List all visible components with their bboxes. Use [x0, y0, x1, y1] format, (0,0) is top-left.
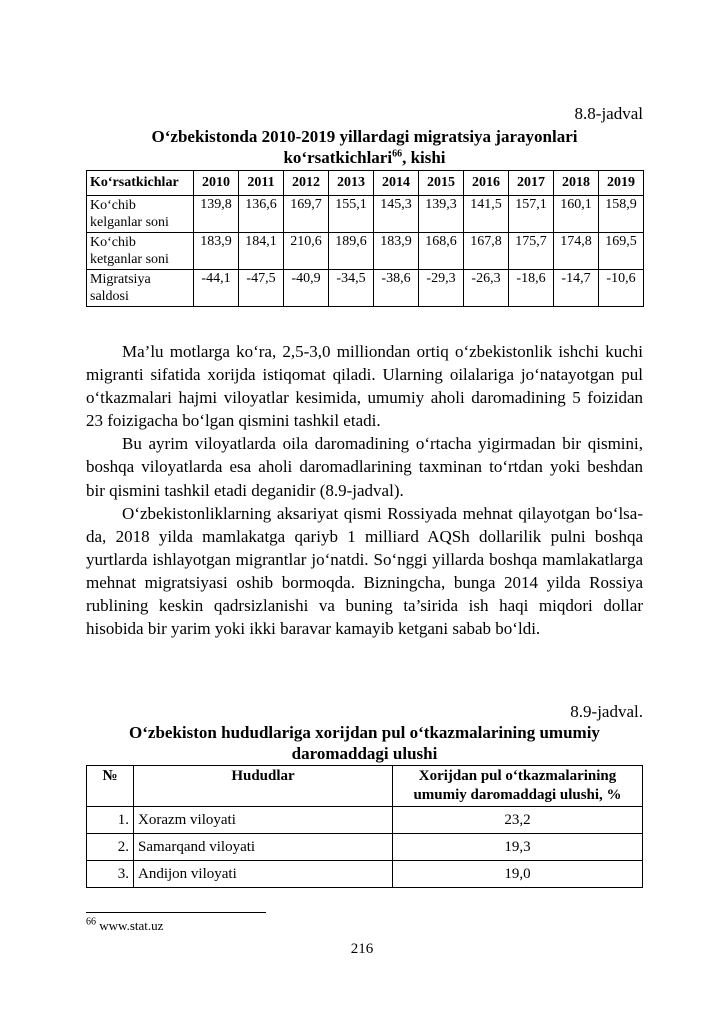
cell-value: 169,7: [284, 196, 329, 233]
table2-title-line1: O‘zbekiston hududlariga xorijdan pul o‘tkazmalarining umumiy: [129, 723, 600, 742]
cell-value: 139,3: [419, 196, 464, 233]
row-number: 3.: [87, 861, 134, 888]
cell-value: 184,1: [239, 233, 284, 270]
cell-value: -29,3: [419, 270, 464, 307]
table-row: [87, 270, 644, 307]
header-year: 2018: [554, 171, 599, 196]
cell-value: -26,3: [464, 270, 509, 307]
cell-value: -14,7: [554, 270, 599, 307]
cell-value: 189,6: [329, 233, 374, 270]
table-header-row: [87, 766, 643, 807]
table1-label: 8.8-jadval: [574, 104, 643, 123]
cell-value: 160,1: [554, 196, 599, 233]
cell-value: 168,6: [419, 233, 464, 270]
footnote: [86, 918, 163, 934]
header-year: 2010: [194, 171, 239, 196]
row-label: Migratsiya saldosi: [87, 270, 194, 307]
table-row: [87, 807, 643, 834]
row-region: Xorazm viloyati: [134, 807, 393, 834]
row-number: 1.: [87, 807, 134, 834]
cell-value: 158,9: [599, 196, 644, 233]
footnote-divider: [86, 912, 266, 913]
row-label: Ko‘chib ketganlar soni: [87, 233, 194, 270]
cell-value: 155,1: [329, 196, 374, 233]
table1-title-line1: O‘zbekistonda 2010-2019 yillardagi migratsiya jarayonlari: [151, 127, 578, 146]
cell-value: 175,7: [509, 233, 554, 270]
cell-value: 183,9: [194, 233, 239, 270]
remittance-table: [86, 765, 643, 888]
header-share-line2: umumiy daromaddagi ulushi, %: [413, 787, 622, 803]
header-year: 2019: [599, 171, 644, 196]
table-row: [87, 196, 644, 233]
table-header-row: [87, 171, 644, 196]
table2-title: [86, 722, 643, 764]
cell-value: 139,8: [194, 196, 239, 233]
page-number: 216: [350, 941, 374, 957]
cell-value: -47,5: [239, 270, 284, 307]
cell-value: 136,6: [239, 196, 284, 233]
row-share: 23,2: [393, 807, 643, 834]
cell-value: -34,5: [329, 270, 374, 307]
table-row: [87, 233, 644, 270]
footnote-number: 66: [86, 916, 96, 928]
header-share: [393, 766, 643, 807]
table1-title-line2: [86, 147, 643, 168]
header-year: 2012: [284, 171, 329, 196]
cell-value: -18,6: [509, 270, 554, 307]
header-share-line1: Xorijdan pul o‘tkazmalarining: [418, 768, 617, 784]
cell-value: 169,5: [599, 233, 644, 270]
cell-value: 167,8: [464, 233, 509, 270]
cell-value: -40,9: [284, 270, 329, 307]
cell-value: 157,1: [509, 196, 554, 233]
footnote-text: www.stat.uz: [96, 918, 164, 933]
cell-value: 141,5: [464, 196, 509, 233]
row-label: Ko‘chib kelganlar soni: [87, 196, 194, 233]
header-region: Hududlar: [134, 766, 393, 807]
migration-table: [86, 170, 644, 307]
header-year: 2011: [239, 171, 284, 196]
header-year: 2017: [509, 171, 554, 196]
cell-value: 174,8: [554, 233, 599, 270]
cell-value: 183,9: [374, 233, 419, 270]
table1-title-main: ko‘rsatkichlari: [283, 148, 393, 167]
body-text: [86, 340, 643, 640]
cell-value: -44,1: [194, 270, 239, 307]
row-number: 2.: [87, 834, 134, 861]
header-year: 2014: [374, 171, 419, 196]
cell-value: 145,3: [374, 196, 419, 233]
table1-title: [86, 126, 643, 168]
header-year: 2016: [464, 171, 509, 196]
table2-label: 8.9-jadval.: [570, 702, 643, 721]
cell-value: 210,6: [284, 233, 329, 270]
table1-title-unit: , kishi: [402, 148, 446, 167]
header-number: №: [87, 766, 134, 807]
paragraph: Ma’lu motlarga ko‘ra, 2,5-3,0 milliondan ortiq o‘zbekistonlik ishchi kuchi migranti sifatida xorijda istiqomat qiladi. Ularning oilalariga jo‘natayotgan pul o‘tkazmalari hajmi viloyatlar kesimida, umumiy aholi daromadining 5 foizidan 23 foizigacha bo‘lgan qismini tashkil etadi.: [86, 342, 643, 431]
table-row: [87, 834, 643, 861]
row-region: Samarqand viloyati: [134, 834, 393, 861]
paragraph: Bu ayrim viloyatlarda oila daromadining o‘rtacha yigirmadan bir qismini, boshqa viloyatlarda esa aholi daromadlarining taxminan to‘rtdan yoki beshdan bir qismini tashkil etadi deganidir (8.9-jadval).: [86, 434, 643, 500]
header-year: 2013: [329, 171, 374, 196]
paragraph: O‘zbekistonliklarning aksariyat qismi Rossiyada mehnat qilayotgan bo‘lsa-da, 2018 yilda mamlakatga qariyb 1 milliard AQSh dollarilik pulni boshqa yurtlarda ishlayotgan migrantlar jo‘natdi. So‘nggi yillarda boshqa mamlakatlarga mehnat migratsiyasi oshib bormoqda. Bizningcha, bunga 2014 yilda Rossiya rublining keskin qadrsizlanishi va buning ta’sirida ish haqi miqdori dollar hisobida bir yarim yoki ikki baravar kamayib ketgani sabab bo‘ldi.: [86, 503, 643, 639]
footnote-ref: 66: [392, 148, 403, 160]
table-row: [87, 861, 643, 888]
row-region: Andijon viloyati: [134, 861, 393, 888]
header-indicators: Ko‘rsatkichlar: [87, 171, 194, 196]
row-share: 19,3: [393, 834, 643, 861]
cell-value: -38,6: [374, 270, 419, 307]
table2-title-line2: daromaddagi ulushi: [291, 744, 438, 763]
row-share: 19,0: [393, 861, 643, 888]
cell-value: -10,6: [599, 270, 644, 307]
header-year: 2015: [419, 171, 464, 196]
